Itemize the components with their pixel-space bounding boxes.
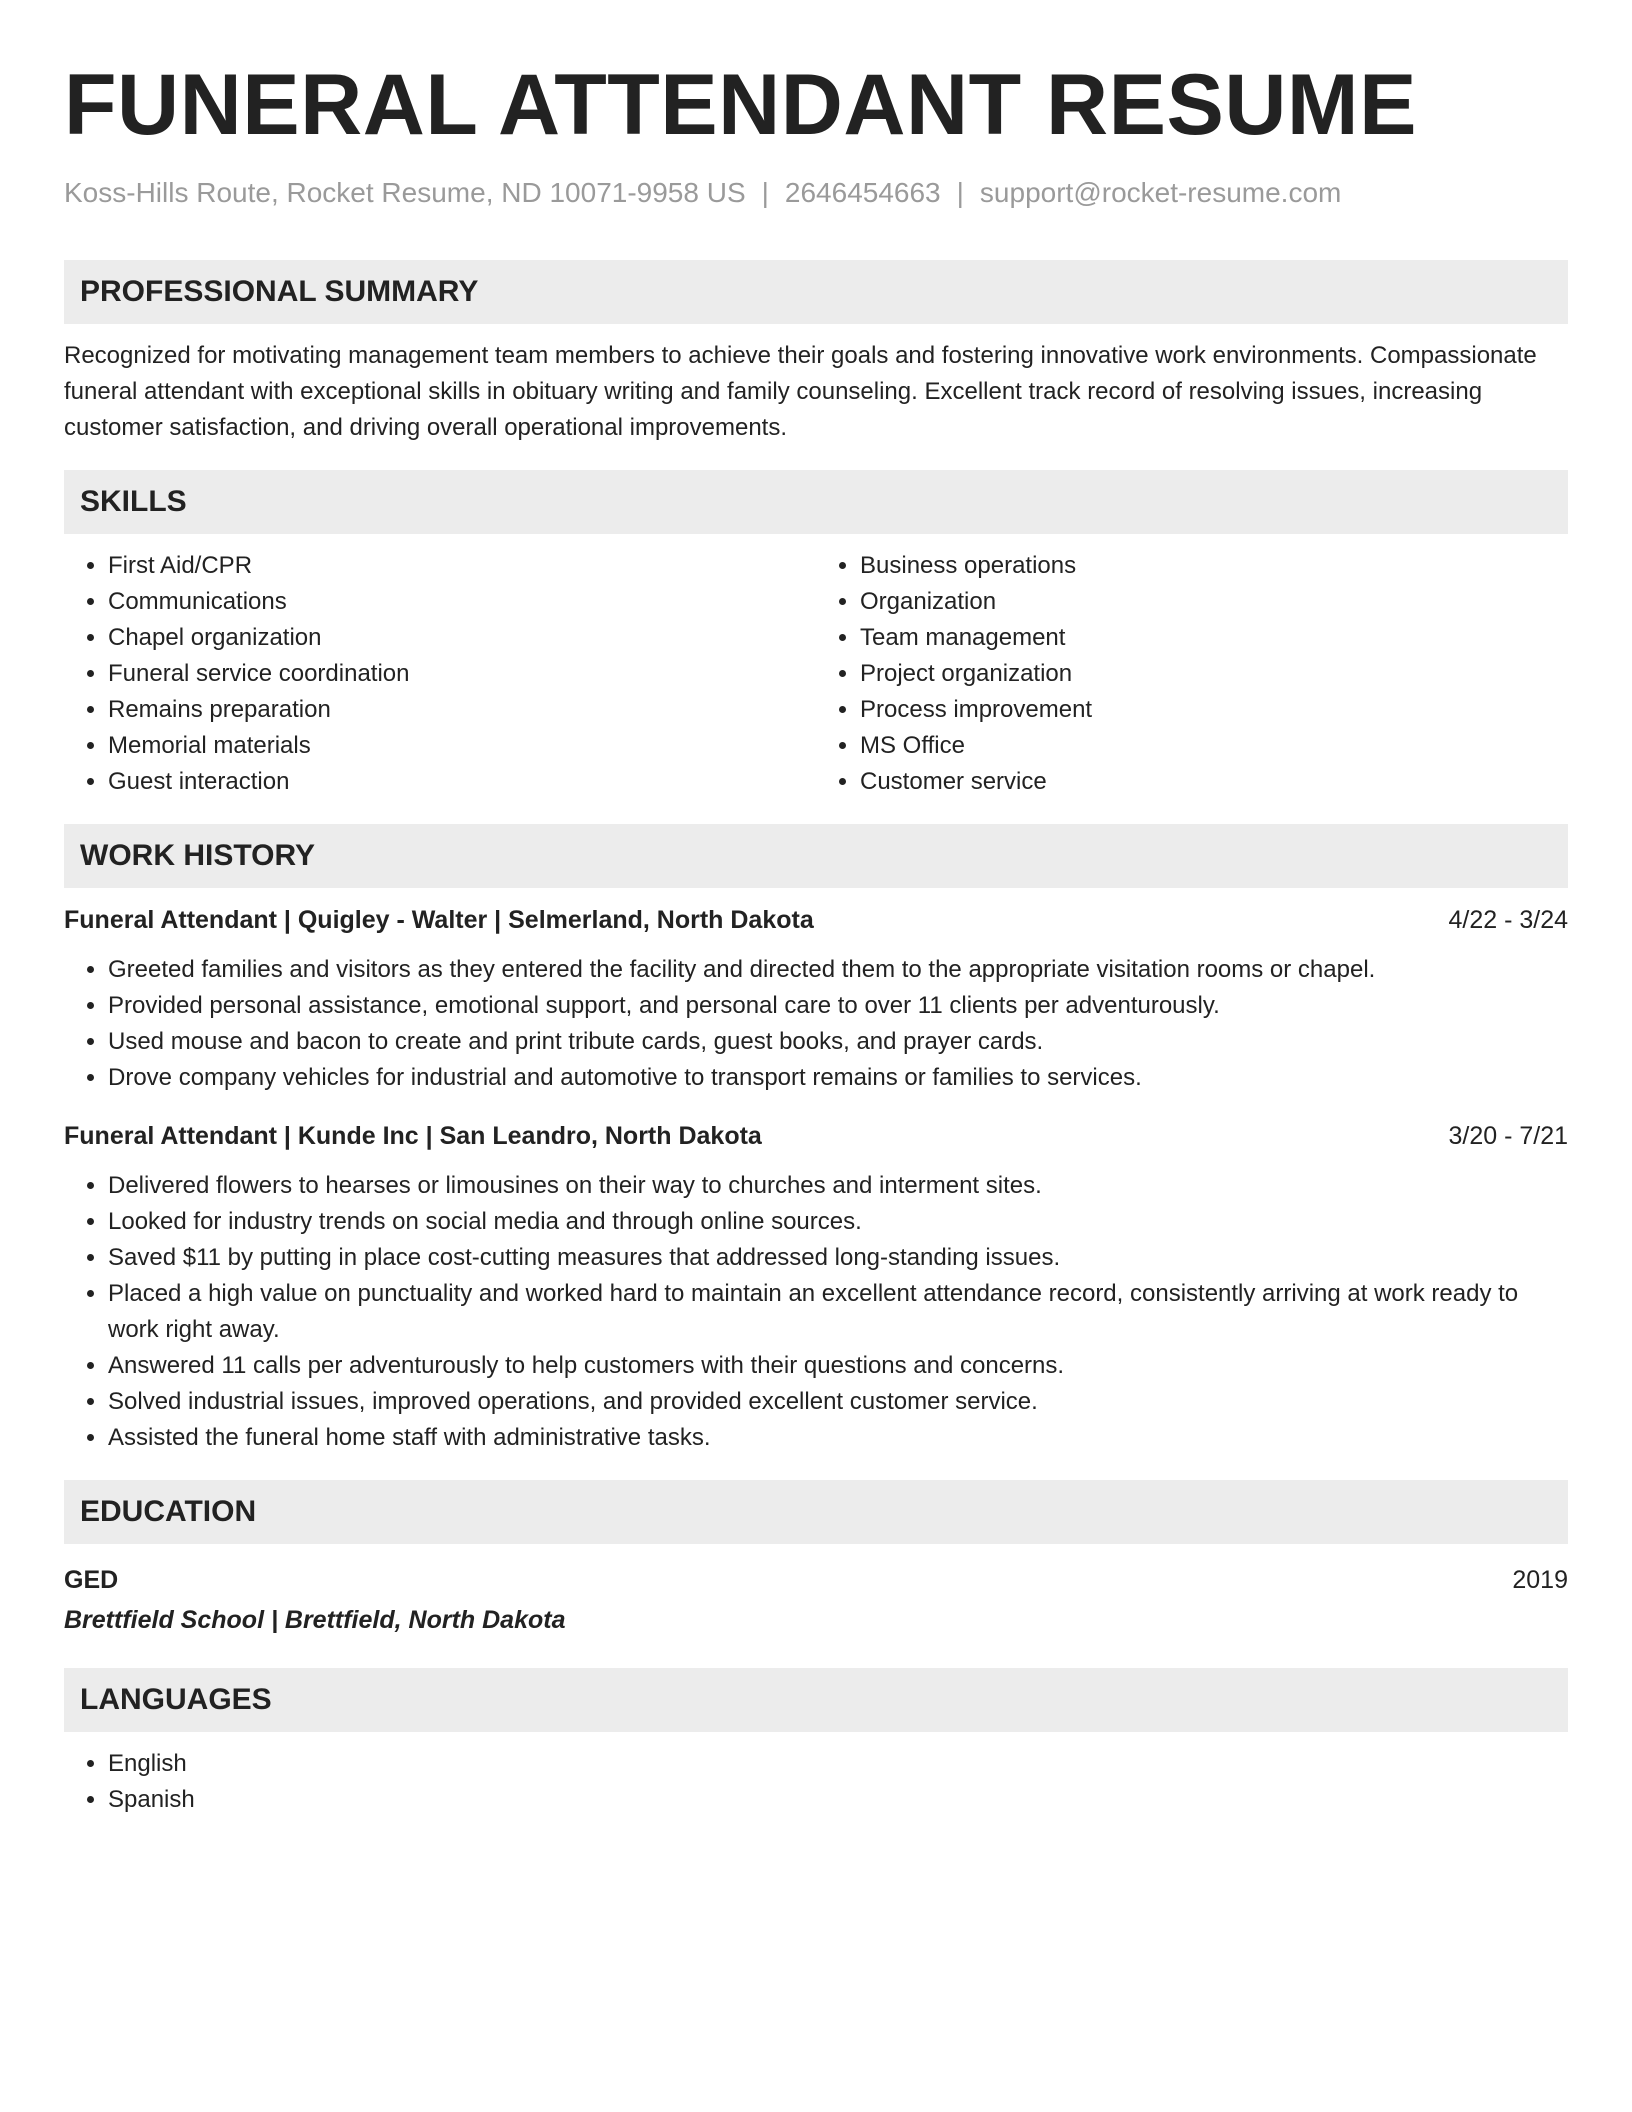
contact-address: Koss-Hills Route, Rocket Resume, ND 10071-9958 US bbox=[64, 177, 746, 208]
skill-item: • Customer service bbox=[860, 764, 1568, 800]
contact-phone: 2646454663 bbox=[784, 177, 941, 208]
contact-separator: | bbox=[956, 177, 964, 208]
contact-email: support@rocket-resume.com bbox=[979, 177, 1342, 208]
job-bullet: • Delivered flowers to hearses or limousines on their way to churches and interment sites. bbox=[108, 1168, 1568, 1204]
job-dates: 3/20 - 7/21 bbox=[1448, 1121, 1568, 1150]
job-bullet: • Placed a high value on punctuality and worked hard to maintain an excellent attendance record, consistently arriving at work ready to work right away. bbox=[108, 1276, 1568, 1348]
skill-item: • Memorial materials bbox=[108, 728, 816, 764]
job-dates: 4/22 - 3/24 bbox=[1448, 905, 1568, 934]
skill-item: • Business operations bbox=[860, 548, 1568, 584]
job-bullet-list bbox=[64, 952, 1568, 1096]
contact-separator: | bbox=[761, 177, 769, 208]
language-item: • Spanish bbox=[108, 1782, 1568, 1818]
section-heading-languages: LANGUAGES bbox=[64, 1668, 1568, 1732]
job-title: Funeral Attendant | Kunde Inc | San Leandro, North Dakota bbox=[64, 1121, 762, 1150]
education-school: Brettfield School | Brettfield, North Dakota bbox=[64, 1605, 566, 1634]
job-header bbox=[64, 1118, 1568, 1154]
skill-item: • Guest interaction bbox=[108, 764, 816, 800]
job-entry bbox=[64, 902, 1568, 1096]
skill-item: • Funeral service coordination bbox=[108, 656, 816, 692]
job-bullet-list bbox=[64, 1168, 1568, 1456]
skill-item: • First Aid/CPR bbox=[108, 548, 816, 584]
contact-line bbox=[64, 176, 1568, 210]
job-bullet: • Assisted the funeral home staff with administrative tasks. bbox=[108, 1420, 1568, 1456]
skill-item-list bbox=[64, 548, 816, 800]
job-bullet: • Provided personal assistance, emotional support, and personal care to over 11 clients per adventurously. bbox=[108, 988, 1568, 1024]
job-bullet: • Saved $11 by putting in place cost-cutting measures that addressed long-standing issues. bbox=[108, 1240, 1568, 1276]
job-entry bbox=[64, 1118, 1568, 1456]
skills-column-right bbox=[816, 548, 1568, 800]
skill-item: • Organization bbox=[860, 584, 1568, 620]
job-bullet: • Greeted families and visitors as they entered the facility and directed them to the appropriate visitation rooms or chapel. bbox=[108, 952, 1568, 988]
language-item: • English bbox=[108, 1746, 1568, 1782]
skills-column-left bbox=[64, 548, 816, 800]
skill-item: • Project organization bbox=[860, 656, 1568, 692]
skill-item: • Team management bbox=[860, 620, 1568, 656]
job-title: Funeral Attendant | Quigley - Walter | Selmerland, North Dakota bbox=[64, 905, 814, 934]
summary-text: Recognized for motivating management team members to achieve their goals and fostering innovative work environments. Compassionate funeral attendant with exceptional skills in obituary writing and family counseling. Excellent track record of resolving issues, increasing customer satisfaction, and driving overall operational improvements. bbox=[64, 341, 1537, 441]
section-heading-summary: PROFESSIONAL SUMMARY bbox=[64, 260, 1568, 324]
job-header bbox=[64, 902, 1568, 938]
job-bullet: • Solved industrial issues, improved operations, and provided excellent customer service. bbox=[108, 1384, 1568, 1420]
education-degree: GED bbox=[64, 1565, 119, 1594]
skill-item-list bbox=[816, 548, 1568, 800]
section-heading-education: EDUCATION bbox=[64, 1480, 1568, 1544]
skills-list bbox=[64, 548, 1568, 800]
education-year: 2019 bbox=[1512, 1565, 1568, 1594]
job-bullet: • Answered 11 calls per adventurously to help customers with their questions and concerns. bbox=[108, 1348, 1568, 1384]
job-bullet: • Looked for industry trends on social media and through online sources. bbox=[108, 1204, 1568, 1240]
skill-item: • Communications bbox=[108, 584, 816, 620]
skill-item: • Remains preparation bbox=[108, 692, 816, 728]
language-item-list bbox=[64, 1746, 1568, 1818]
job-bullet: • Used mouse and bacon to create and print tribute cards, guest books, and prayer cards. bbox=[108, 1024, 1568, 1060]
education-header bbox=[64, 1562, 1568, 1598]
skill-item: • MS Office bbox=[860, 728, 1568, 764]
skill-item: • Chapel organization bbox=[108, 620, 816, 656]
section-heading-work: WORK HISTORY bbox=[64, 824, 1568, 888]
resume-title: FUNERAL ATTENDANT RESUME bbox=[64, 57, 1417, 153]
skill-item: • Process improvement bbox=[860, 692, 1568, 728]
job-bullet: • Drove company vehicles for industrial and automotive to transport remains or families to services. bbox=[108, 1060, 1568, 1096]
section-heading-skills: SKILLS bbox=[64, 470, 1568, 534]
